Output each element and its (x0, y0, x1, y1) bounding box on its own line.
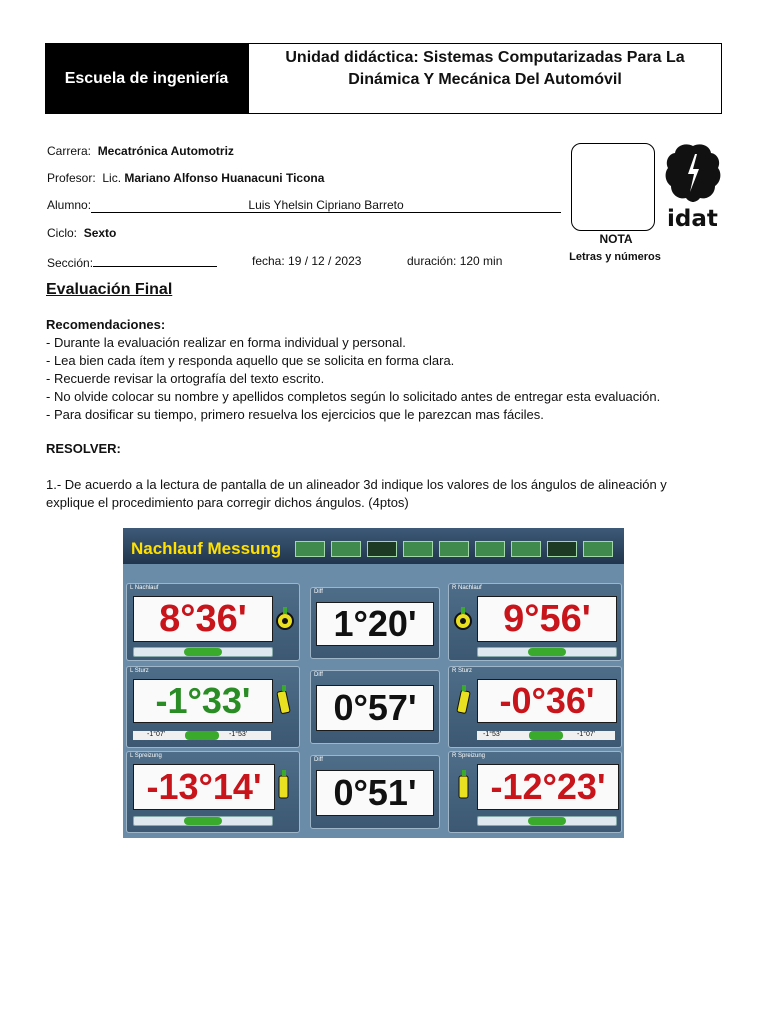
alumno-field[interactable] (91, 198, 561, 213)
right-sai-value: -12°23' (477, 764, 619, 810)
panel-label: L Spreizung (130, 753, 162, 759)
right-caster-panel (448, 583, 622, 661)
carrera-label: Carrera: (47, 144, 92, 158)
panel-label: Diff (314, 757, 323, 763)
left-sai-bar (133, 816, 273, 826)
toolbar-button (331, 541, 361, 557)
sai-tilt-icon (275, 770, 293, 802)
school-banner (45, 43, 248, 114)
brain-logo-icon (664, 142, 722, 204)
profesor-prefix: Lic. (102, 171, 122, 185)
toolbar-button (439, 541, 469, 557)
left-caster-panel (126, 583, 300, 661)
resolver-heading: RESOLVER: (46, 441, 121, 456)
sai-tilt-icon (455, 770, 473, 802)
recommendation-item: - Durante la evaluación realizar en forma individual y personal. (46, 335, 406, 350)
diff-caster-panel (310, 587, 440, 659)
right-caster-value: 9°56' (477, 596, 617, 642)
recommendation-item: - Para dosificar su tiempo, primero resuelva los ejercicios que le parezcan mas fáciles. (46, 407, 544, 422)
right-sai-panel (448, 751, 622, 833)
diff-sai-value: 0°51' (316, 770, 434, 816)
alumno-row (47, 198, 561, 213)
left-camber-value: -1°33' (133, 679, 273, 723)
diff-camber-panel (310, 670, 440, 744)
nota-sub-label: Letras y números (569, 251, 661, 263)
toolbar-button (295, 541, 325, 557)
left-caster-value: 8°36' (133, 596, 273, 642)
left-sai-panel (126, 751, 300, 833)
caster-gauge-icon (275, 606, 295, 632)
toolbar-button (583, 541, 613, 557)
panel-label: R Nachlauf (452, 585, 482, 591)
recommendation-item: - Lea bien cada ítem y responda aquello que se solicita en forma clara. (46, 353, 455, 368)
nota-box[interactable] (571, 143, 655, 231)
recommendation-item: - Recuerde revisar la ortografía del texto escrito. (46, 371, 325, 386)
right-caster-bar (477, 647, 617, 657)
panel-label: L Nachlauf (130, 585, 159, 591)
toolbar-button (511, 541, 541, 557)
logo-text: idat (667, 206, 718, 232)
unit-title-line2: Dinámica Y Mecánica Del Automóvil (348, 71, 622, 88)
alignment-screen (123, 528, 624, 838)
right-camber-value: -0°36' (477, 679, 617, 723)
ciclo-label: Ciclo: (47, 226, 78, 240)
screen-body (123, 564, 624, 838)
question-1-line1: 1.- De acuerdo a la lectura de pantalla de un alineador 3d indique los valores de los ángulos de alineación y (46, 477, 667, 492)
school-name: Escuela de ingeniería (64, 69, 229, 87)
diff-caster-value: 1°20' (316, 602, 434, 646)
camber-tilt-icon (275, 685, 293, 717)
right-camber-range (477, 731, 615, 740)
left-camber-max: -1°53' (229, 731, 248, 738)
right-camber-panel (448, 666, 622, 748)
seccion-field[interactable] (93, 254, 217, 267)
screen-title: Nachlauf Messung (131, 539, 282, 558)
unit-title-line1: Unidad didáctica: Sistemas Computarizadas Para La (285, 49, 685, 66)
toolbar-button (367, 541, 397, 557)
alumno-value: Luis Yhelsin Cipriano Barreto (248, 198, 404, 212)
recommendation-item: - No olvide colocar su nombre y apellidos completos según lo solicitado antes de entregar esta evaluación. (46, 389, 661, 404)
left-camber-range (133, 731, 271, 740)
left-caster-bar (133, 647, 273, 657)
left-camber-panel (126, 666, 300, 748)
unit-title-box (248, 43, 722, 114)
diff-camber-value: 0°57' (316, 685, 434, 731)
panel-label: Diff (314, 589, 323, 595)
screen-header (123, 528, 624, 564)
right-camber-min: -1°53' (483, 731, 502, 738)
duracion-text: duración: 120 min (407, 254, 503, 268)
profesor-row (47, 171, 324, 185)
panel-label: Diff (314, 672, 323, 678)
seccion-label: Sección: (47, 256, 94, 270)
recommendations-title: Recomendaciones: (46, 317, 166, 332)
right-camber-max: -1°07' (577, 731, 596, 738)
ciclo-value: Sexto (83, 226, 117, 240)
seccion-row (47, 254, 217, 270)
panel-label: R Sturz (452, 668, 473, 674)
question-1 (46, 476, 746, 512)
toolbar-button (547, 541, 577, 557)
nota-label: NOTA (599, 232, 633, 246)
left-camber-min: -1°07' (147, 731, 166, 738)
alumno-label: Alumno: (47, 198, 92, 212)
right-sai-bar (477, 816, 617, 826)
carrera-value: Mecatrónica Automotriz (97, 144, 234, 158)
question-1-line2: explique el procedimiento para corregir dichos ángulos. (4ptos) (46, 495, 409, 510)
toolbar-button (403, 541, 433, 557)
diff-sai-panel (310, 755, 440, 829)
fecha-text: fecha: 19 / 12 / 2023 (252, 254, 362, 268)
recommendations-block (46, 316, 736, 424)
caster-gauge-icon (453, 606, 473, 632)
profesor-label: Profesor: (47, 171, 96, 185)
left-sai-value: -13°14' (133, 764, 275, 810)
camber-tilt-icon (455, 685, 473, 717)
toolbar-button (475, 541, 505, 557)
ciclo-row (47, 226, 116, 240)
panel-label: R Spreizung (452, 753, 486, 759)
exam-title: Evaluación Final (46, 281, 173, 298)
carrera-row (47, 144, 234, 158)
panel-label: L Sturz (130, 668, 149, 674)
profesor-value: Mariano Alfonso Huanacuni Ticona (124, 171, 325, 185)
